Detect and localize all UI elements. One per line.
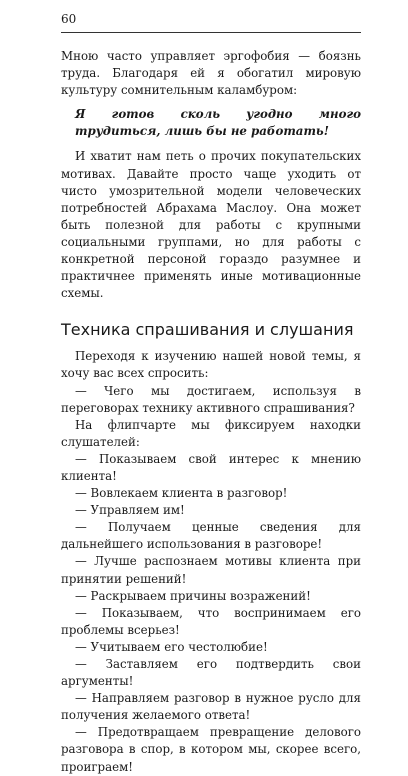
list-item: — Направляем разговор в нужное русло для получения желаемого ответа! [61,691,361,723]
paragraph-motives: И хватит нам петь о прочих покупательских мотивах. Давайте просто чаще уходить от чисто умозрительной модели человеческих потребностей Абрахама Маслоу. Она может быть полезной для работы с крупными социальными группами, но для работы с конкретной персоной гораздо разумнее и практичнее применять иные мотивационные схемы. [61,149,361,301]
pun-quote: Я готов сколь угодно много трудиться, лишь бы не работать! [75,107,361,139]
list-item: — Раскрываем причины возражений! [75,588,311,603]
section-title: Техника спрашивания и слушания [61,320,354,340]
section-question: — Чего мы достигаем, используя в переговорах технику активного спрашивания? [61,383,361,415]
list-item: — Вовлекаем клиента в разговор! [75,486,288,501]
list-item: — Заставляем его подтвердить свои аргументы! [61,657,361,689]
list-item: — Лучше распознаем мотивы клиента при принятии решений! [61,554,361,586]
page-body [61,48,361,776]
header-rule [61,32,361,33]
list-item: — Учитываем его честолюбие! [75,639,268,654]
list-item: — Получаем ценные сведения для дальнейшего использования в разговоре! [61,520,361,552]
list-item: — Предотвращаем превращение делового разговора в спор, в котором мы, скорее всего, проиграем! [61,725,361,774]
list-item: — Показываем, что воспринимаем его проблемы всерьез! [61,605,361,637]
page-number: 60 [61,12,77,26]
list-item: — Показываем свой интерес к мнению клиента! [61,451,361,483]
list-item: — Управляем им! [75,503,185,518]
section-intro: Переходя к изучению нашей новой темы, я хочу вас всех спросить: [61,349,361,381]
paragraph-ergophobia: Мною часто управляет эргофобия — боязнь труда. Благодаря ей я обогатил мировую культуру сомнительным каламбуром: [61,49,361,98]
flipchart-intro: На флипчарте мы фиксируем находки слушателей: [61,417,361,449]
